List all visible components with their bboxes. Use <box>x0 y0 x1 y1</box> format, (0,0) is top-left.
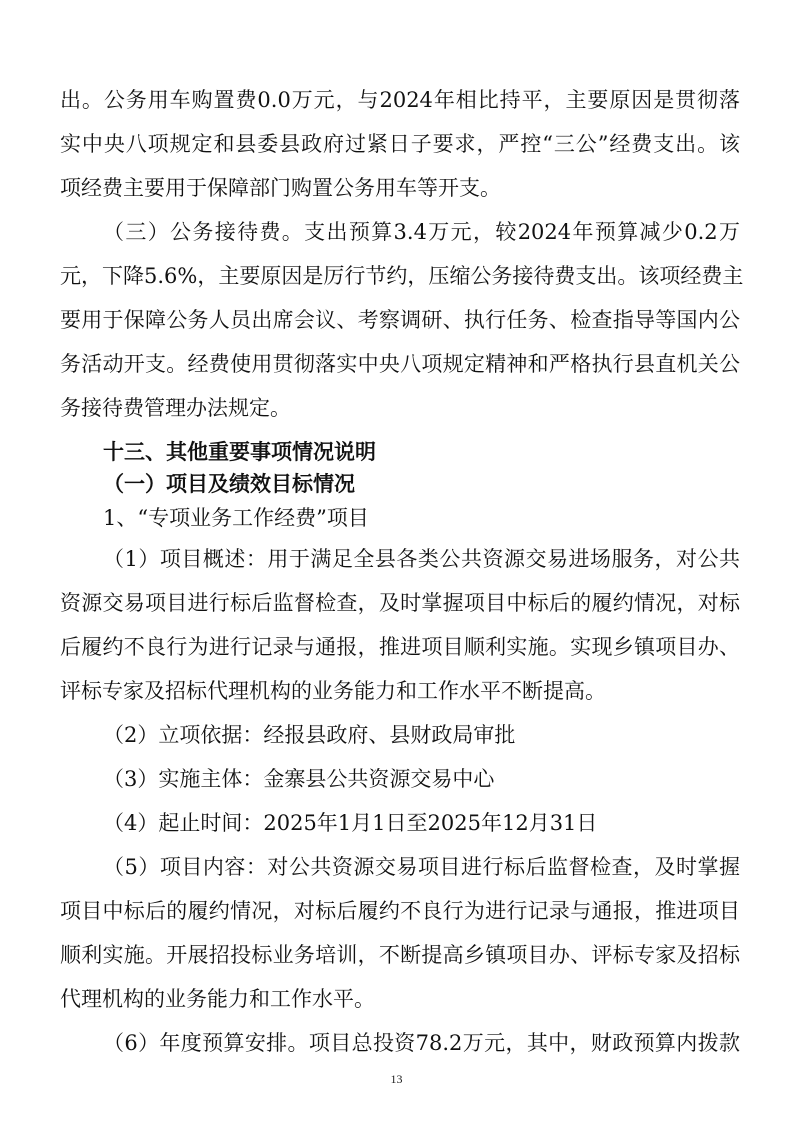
text-line: 顺利实施。开展招投标业务培训，不断提高乡镇项目办、评标专家及招标 <box>60 943 740 967</box>
text-line: 资源交易项目进行标后监督检查，及时掌握项目中标后的履约情况，对标 <box>60 591 740 615</box>
text-line: （三）公务接待费。支出预算3.4万元，较2024年预算减少0.2万 <box>103 220 740 244</box>
item-title: 1、“专项业务工作经费”项目 <box>103 506 369 530</box>
text-line: 务活动开支。经费使用贯彻落实中央八项规定精神和严格执行县直机关公 <box>60 352 740 376</box>
text-line: （1）项目概述：用于满足全县各类公共资源交易进场服务，对公共 <box>103 547 740 571</box>
text-line: （4）起止时间：2025年1月1日至2025年12月31日 <box>103 811 598 835</box>
text-line: （6）年度预算安排。项目总投资78.2万元，其中，财政预算内拨款 <box>103 1031 740 1055</box>
text-line: 后履约不良行为进行记录与通报，推进项目顺利实施。实现乡镇项目办、 <box>60 635 740 659</box>
text-line: 出。公务用车购置费0.0万元，与2024年相比持平，主要原因是贯彻落 <box>60 88 740 112</box>
subsection-heading: （一）项目及绩效目标情况 <box>103 472 355 496</box>
text-line: （2）立项依据：经报县政府、县财政局审批 <box>103 723 516 747</box>
page-number: 13 <box>390 1072 403 1086</box>
section-heading: 十三、其他重要事项情况说明 <box>103 440 376 464</box>
text-line: 要用于保障公务人员出席会议、考察调研、执行任务、检查指导等国内公 <box>60 308 740 332</box>
text-line: 项经费主要用于保障部门购置公务用车等开支。 <box>60 176 501 200</box>
text-line: 务接待费管理办法规定。 <box>60 396 291 420</box>
text-line: 元，下降5.6%，主要原因是厉行节约，压缩公务接待费支出。该项经费主 <box>60 264 744 288</box>
text-line: 评标专家及招标代理机构的业务能力和工作水平不断提高。 <box>60 679 606 703</box>
text-line: 代理机构的业务能力和工作水平。 <box>60 987 375 1011</box>
text-line: （3）实施主体：金寨县公共资源交易中心 <box>103 767 495 791</box>
text-line: 实中央八项规定和县委县政府过紧日子要求，严控“三公”经费支出。该 <box>60 132 740 156</box>
text-line: 项目中标后的履约情况，对标后履约不良行为进行记录与通报，推进项目 <box>60 899 740 923</box>
text-line: （5）项目内容：对公共资源交易项目进行标后监督检查，及时掌握 <box>103 855 740 879</box>
